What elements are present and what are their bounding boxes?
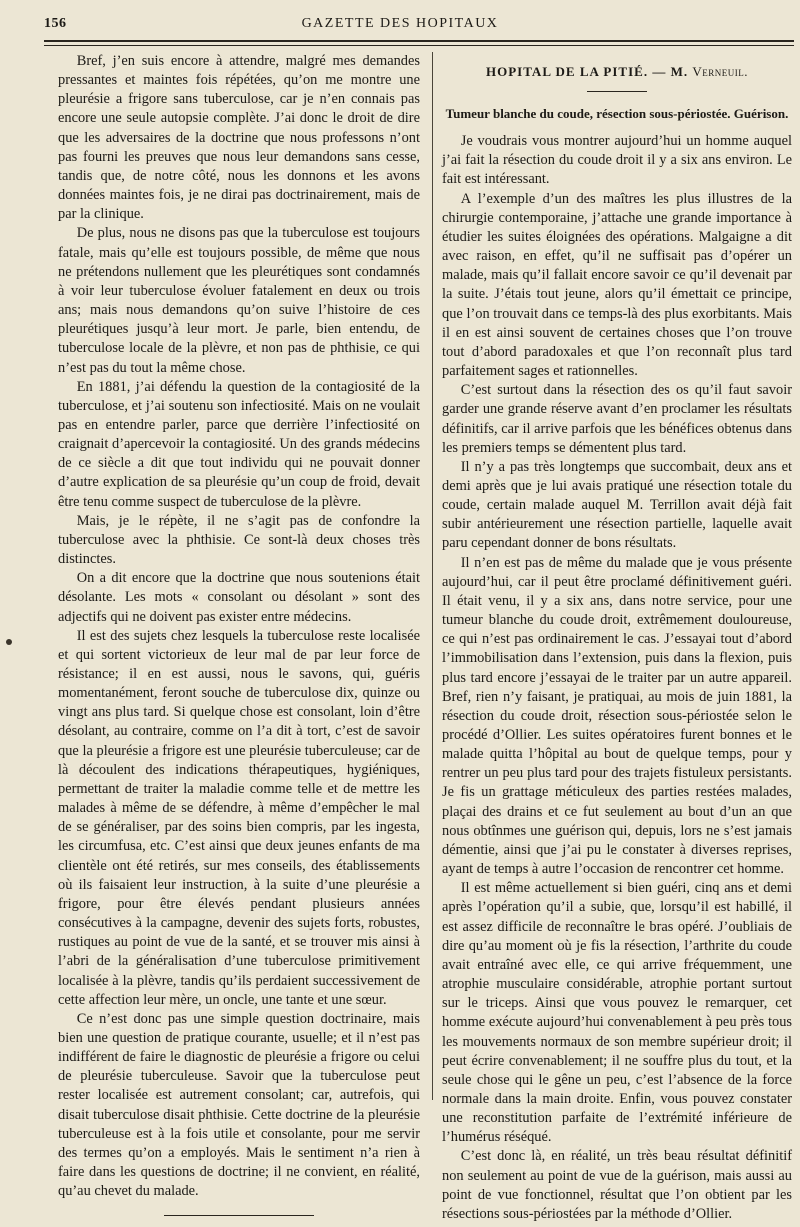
right-column: [442, 52, 792, 1224]
paragraph: Bref, j’en suis encore à attendre, malgré mes demandes pressantes et maintes fois répétées, qu’on me montre une pleurésie a frigore sans tuberculose, car je n’en connais pas encore une seule autopsie complète. J’ai donc le droit de dire que les adversaires de la doctrine que nous professons n’ont pas fourni les preuves que nous leur demandons sans cesse, tandis que, de notre côté, nous les donnons et les avons données maintes fois, je ne dirai pas doctrinairement, mais de par la clinique.: [58, 53, 420, 223]
section-heading-text: HOPITAL DE LA PITIÉ. — M.: [486, 64, 689, 79]
paragraph: Je voudrais vous montrer aujourd’hui un homme auquel j’ai fait la résection du coude droit il y a six ans environ. Le fait est intéressant.: [442, 133, 792, 188]
end-ornament: [58, 1207, 420, 1226]
paragraph: Il n’y a pas très longtemps que succombait, deux ans et demi après que je lui avais pratiqué une résection totale du coude, certain malade auquel M. Terrillon avait déjà fait subir antérieurement une résection partielle, laquelle avait paru cependant donner de bons résultats.: [442, 458, 792, 552]
paragraph: Il est des sujets chez lesquels la tuberculose reste localisée et qui sortent victorieux de leur mal de par leur force de résistance; il en est aussi, nous le savons, qui, guéris momentanément, feront souche de tuberculose dix, quinze ou vingt ans plus tard. Si quelque chose est consolant, loin d’être désolant, au contraire, comme on l’a dit à tort, c’est de savoir que la pleurésie a frigore est une pleurésie tuberculeuse; car de là découlent des indications thérapeutiques, hygiéniques, permettant de traiter la maladie comme telle et de mettre les malades à même de se défendre, à même d’empêcher le mal de se généraliser, par des soins bien compris, par les ingesta, les circumfusa, etc. C’est ainsi que deux jeunes enfants de ma clientèle ont été retirés, sur mes conseils, des établissements où ils faisaient leur instruction, à la suite d’une pleurésie a frigore, pour être élevés pendant plusieurs années consécutives à la campagne, devenir des sujets forts, robustes, rustiques au point de vue de la santé, et se trouver mis ainsi à l’abri de la généralisation d’une tuberculose primitivement localisée à la plèvre, tandis qu’ils perdaient successivement de cette affection leur mère, un oncle, une tante et une sœur.: [58, 627, 420, 1008]
paragraph: C’est donc là, en réalité, un très beau résultat définitif non seulement au point de vue de la guérison, mais aussi au point de vue fonctionnel, résultat que l’on obtient par les résections sous-périostées par la méthode d’Ollier.: [442, 1148, 792, 1222]
page-header: [0, 0, 800, 40]
paragraph: On a dit encore que la doctrine que nous soutenions était désolante. Les mots « consolant ou désolant » sont des adjectifs qui ne doivent pas exister entre médecins.: [58, 570, 420, 625]
paragraph: Il n’en est pas de même du malade que je vous présente aujourd’hui, car il peut être proclamé définitivement guéri. Il était venu, il y a six ans, dans notre service, pour une tumeur blanche du coude droit, extrêmement douloureuse, ce qui n’est pas ordinairement le cas. J’essayai tout d’abord l’immobilisation dans l’extension, puis dans la flexion, puis plus tard encore j’essayai de le traiter par un autre appareil. Bref, rien n’y faisant, je pratiquai, au mois de juin 1881, la résection du coude droit, résection sous-périostée selon le procédé d’Ollier. Les suites opératoires furent bonnes et le malade quitta l’hôpital au bout de quelque temps, pour y rentrer un peu plus tard pour des trajets fistuleux persistants. Je fis un grattage méticuleux des parties restées malades, plaçai des drains et ce fut seulement au bout d’un an que nous obtînmes une guérison qui, depuis, lors ne s’est jamais démentie, ainsi que j’ai pu le constater à diverses reprises, ayant de temps à autre l’occasion de rencontrer cet homme.: [442, 554, 792, 878]
paragraph: De plus, nous ne disons pas que la tuberculose est toujours fatale, mais qu’elle est toujours possible, de même que nous ne prétendons nullement que les pleurétiques sont condamnés à voir leur tuberculose évoluer fatalement en deux ou trois ans; mais nous demandons qu’on suive l’histoire de ces pleurétiques jusqu’à leur mort. Je parle, bien entendu, de tuberculose locale de la plèvre, et non pas de phthisie, ce qui n’est pas du tout la même chose.: [58, 225, 420, 376]
header-rule-thin: [44, 45, 794, 46]
section-heading: [442, 62, 792, 81]
paragraph: Ce n’est donc pas une simple question doctrinaire, mais bien une question de pratique courante, usuelle; et il n’est pas indifférent de faire le diagnostic de pleurésie a frigore ou celui de pleurésie tuberculeuse. Savoir que la tuberculose peut rester localisée est autrement consolant; car, autrefois, qui disait tuberculose disait phthisie. Cette doctrine de la pleurésie tuberculeuse est à la fois utile et consolante, pour me servir des termes qu’on a employés. Mais le sentiment n’a rien à faire dans les questions de doctrine; il ne convient, en réalité, qu’au chevet du malade.: [58, 1010, 420, 1200]
paragraph: En 1881, j’ai défendu la question de la contagiosité de la tuberculose, et j’ai soutenu son infectiosité. Mais on ne voulait pas en entendre parler, parce que derrière l’infectiosité on craignait d’apercevoir la contagiosité. Un des grands médecins de ce siècle a dit que tout individu qui ne pouvait donner d’autre explication de sa pleurésie qu’un coup de froid, devait être tenu comme suspect de tuberculose de la plèvre.: [58, 378, 420, 510]
paragraph: A l’exemple d’un des maîtres les plus illustres de la chirurgie contemporaine, j’attache une grande importance à étudier les suites éloignées des opérations. Malgaigne a dit avec raison, en effet, qu’il ne suffisait pas d’opérer un malade, mais qu’il fallait encore savoir ce qu’il devenait par la suite. J’étais tout jeune, alors qu’il émettait ce principe, que l’on trouvait dans ce temps-là des plus exorbitants. Mais il en est ainsi souvent de certaines choses que l’on trouve tout d’abord paradoxales et que l’on reconnaît plus tard parfaitement sages et rationnelles.: [442, 190, 792, 380]
margin-mark: [6, 639, 12, 645]
header-rule: [44, 40, 794, 42]
article-title: Tumeur blanche du coude, résection sous-périostée. Guérison.: [445, 106, 789, 122]
column-divider: [432, 52, 433, 1100]
left-column: [58, 52, 420, 1227]
paragraph: Mais, je le répète, il ne s’agit pas de confondre la tuberculose avec la phthisie. Ce sont-là deux choses très distinctes.: [58, 512, 420, 568]
section-author: Verneuil.: [692, 64, 748, 79]
page-number: 156: [44, 16, 67, 31]
paragraph: C’est surtout dans la résection des os qu’il faut savoir garder une grande réserve avant d’en proclamer les résultats définitifs, car il arrive parfois que les bénéfices obtenus dans les premiers temps se démentent plus tard.: [442, 382, 792, 456]
running-head: GAZETTE DES HOPITAUX: [301, 16, 499, 31]
paragraph: Il est même actuellement si bien guéri, cinq ans et demi après l’opération qu’il a subie, que, lorsqu’il est habillé, il est assez difficile de reconnaître le bras opéré. J’oubliais de dire qu’au moment où je fis la résection, l’arthrite du coude avait entraîné avec elle, ce qui arrive fréquemment, une atrophie musculaire considérable, atrophie portant surtout sur le triceps. Ainsi que vous pouvez le remarquer, cet homme exécute aujourd’hui convenablement à peu près tous les mouvements normaux de son membre supérieur droit; il peut écrire convenablement; il ne souffre plus du tout, et la seule chose qui le gêne un peu, c’est l’absence de la force normale dans la main droite. Enfin, vous pouvez constater une reconstitution parfaite de l’extrémité inférieure de l’humérus réséqué.: [442, 880, 792, 1146]
section-rule: [587, 91, 647, 92]
